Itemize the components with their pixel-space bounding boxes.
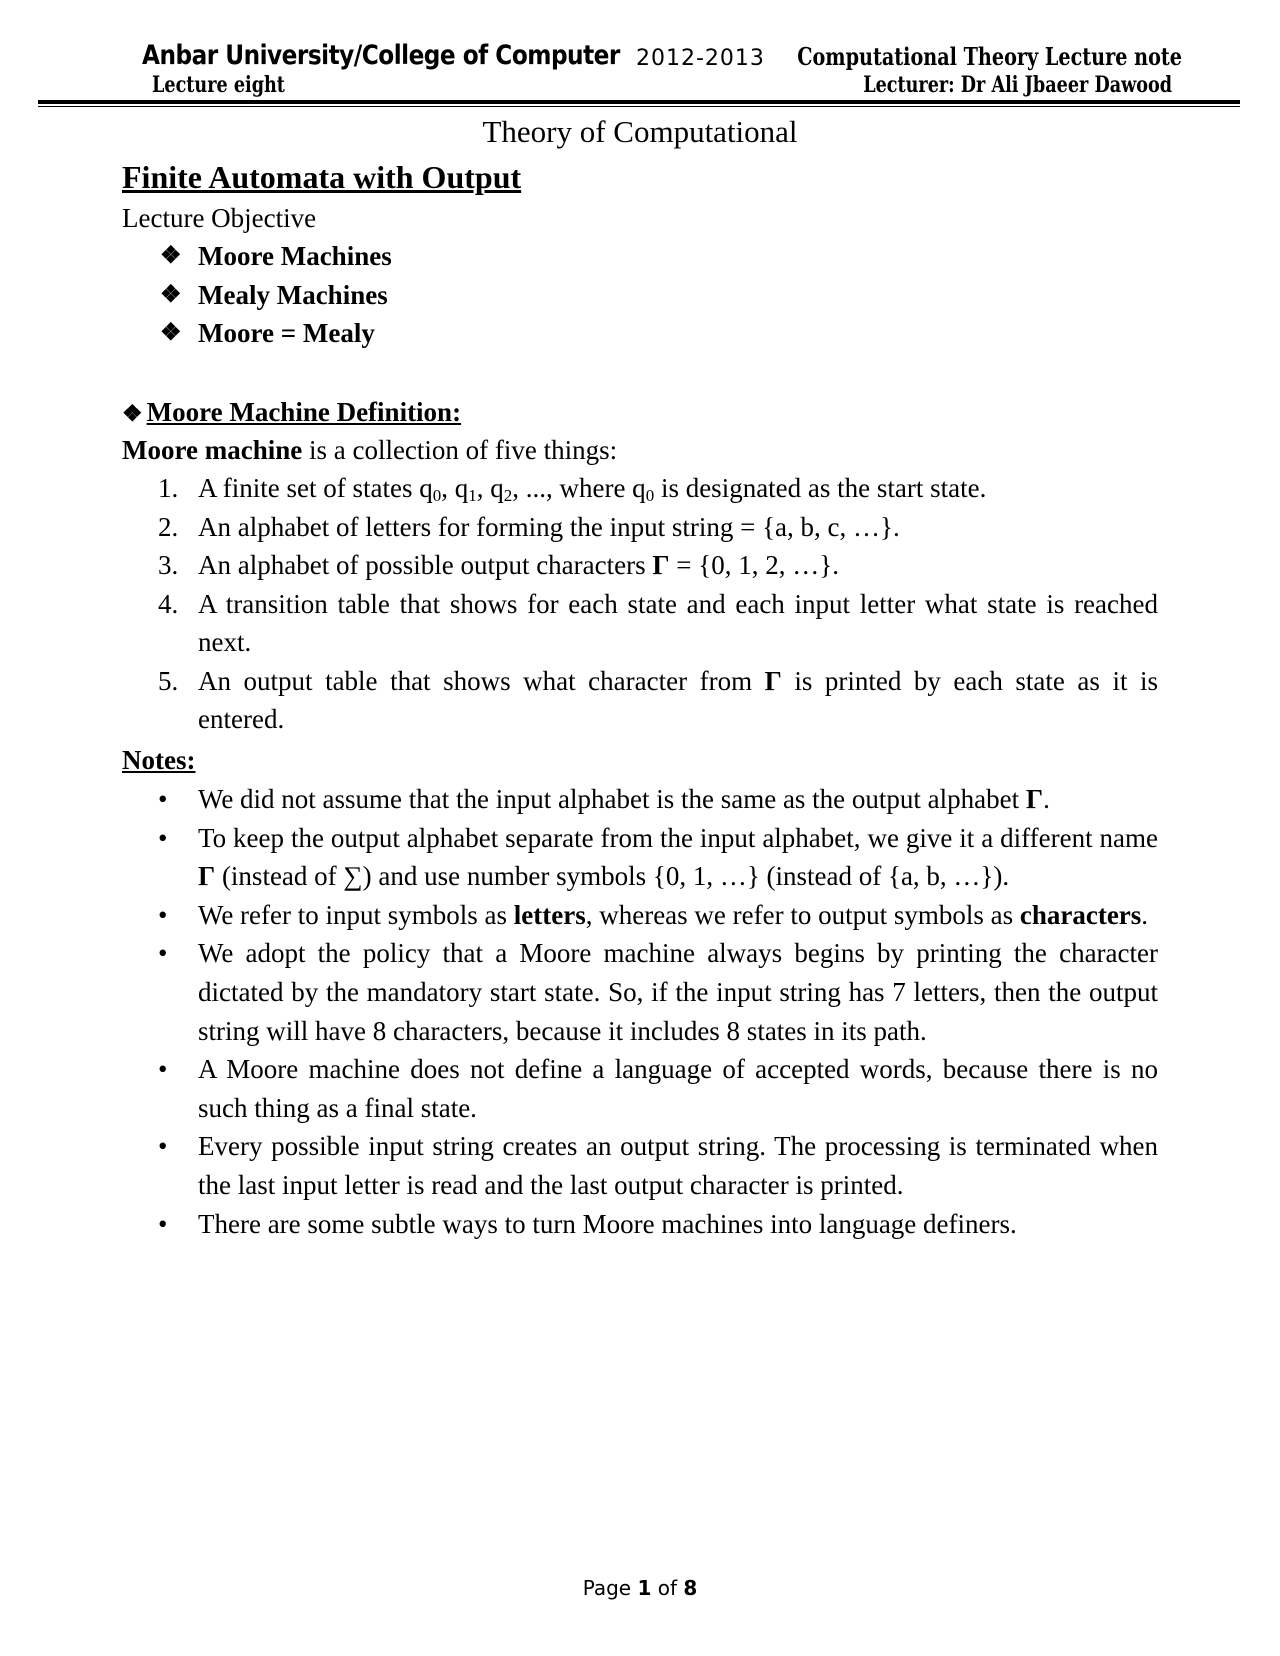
list-item: • We adopt the policy that a Moore machine always begins by printing the character dictated by the mandatory start state. So, if the input string has 7 letters, then the output string will have 8 characters, because it includes 8 states in its path. (150, 934, 1158, 1050)
bullet-icon: • (158, 784, 168, 814)
moore-definition-intro: Moore machine is a collection of five things: (122, 435, 618, 465)
header-university: Anbar University/College of Computer (142, 40, 620, 71)
moore-definition-heading: ❖ Moore Machine Definition: (122, 397, 462, 427)
diamond-bullet-icon: ❖ (160, 320, 182, 346)
objective-label: Lecture Objective (122, 203, 317, 233)
header-year: 2012-2013 (636, 46, 765, 71)
bullet-icon: • (158, 822, 168, 853)
list-item: 5. An output table that shows what character from Γ is printed by each state as it is entered. (158, 665, 1159, 734)
list-item: ❖ Mealy Machines (160, 276, 392, 315)
list-item: 2. An alphabet of letters for forming the input string = {a, b, c, …}. (158, 511, 900, 542)
main-heading: Finite Automata with Output (122, 159, 522, 195)
page-number: 1 (637, 1576, 652, 1600)
header-divider (38, 100, 1240, 104)
bullet-icon: • (158, 1054, 168, 1085)
notes-list (150, 780, 1158, 1243)
list-item: ❖ Moore = Mealy (160, 314, 392, 353)
header-lecturer: Lecturer: Dr Ali Jbaeer Dawood (863, 72, 1172, 98)
notes-heading: Notes: (122, 745, 196, 775)
objective-list (160, 237, 392, 353)
document-title: Theory of Computational (482, 114, 798, 149)
bullet-icon: • (158, 899, 168, 930)
list-item: • Every possible input string creates an output string. The processing is terminated when the last input letter is read and the last output character is printed. (150, 1127, 1158, 1204)
list-item: 4. A transition table that shows for each state and each input letter what state is reached next. (158, 588, 1158, 657)
header-course: Computational Theory Lecture note (797, 42, 1182, 71)
diamond-bullet-icon: ❖ (160, 243, 182, 269)
bullet-icon: • (158, 1131, 168, 1162)
list-item: 1. A finite set of states $q_0$, $q_1$, $q_2$, ..., where $q_0$ is designated as the start state. (158, 473, 987, 505)
bullet-icon: • (158, 1208, 168, 1239)
list-item: • To keep the output alphabet separate from the input alphabet, we give it a different name Γ (instead of ∑) and use number symbols {0, 1, …} (instead of {a, b, …}). (150, 819, 1158, 896)
header-lecture: Lecture eight (152, 72, 285, 98)
list-item: • We refer to input symbols as letters, whereas we refer to output symbols as characters. (150, 896, 1158, 935)
bullet-icon: • (158, 938, 168, 969)
list-item: • We did not assume that the input alphabet is the same as the output alphabet Γ. (150, 780, 1158, 819)
page-total: 8 (683, 1576, 698, 1600)
diamond-bullet-icon: ❖ (160, 281, 182, 308)
diamond-bullet-icon: ❖ (122, 401, 143, 426)
list-item: • A Moore machine does not define a language of accepted words, because there is no such thing as a final state. (150, 1050, 1158, 1127)
list-item: • There are some subtle ways to turn Moore machines into language definers. (150, 1205, 1158, 1244)
list-item: 3. An alphabet of possible output characters Γ = {0, 1, 2, …}. (158, 550, 839, 580)
list-item: ❖ Moore Machines (160, 237, 392, 276)
moore-components-list (150, 469, 1158, 739)
header-divider-thin (38, 106, 1240, 107)
page-footer: Page 1 of 8 (582, 1576, 698, 1600)
page-header (0, 0, 1280, 110)
